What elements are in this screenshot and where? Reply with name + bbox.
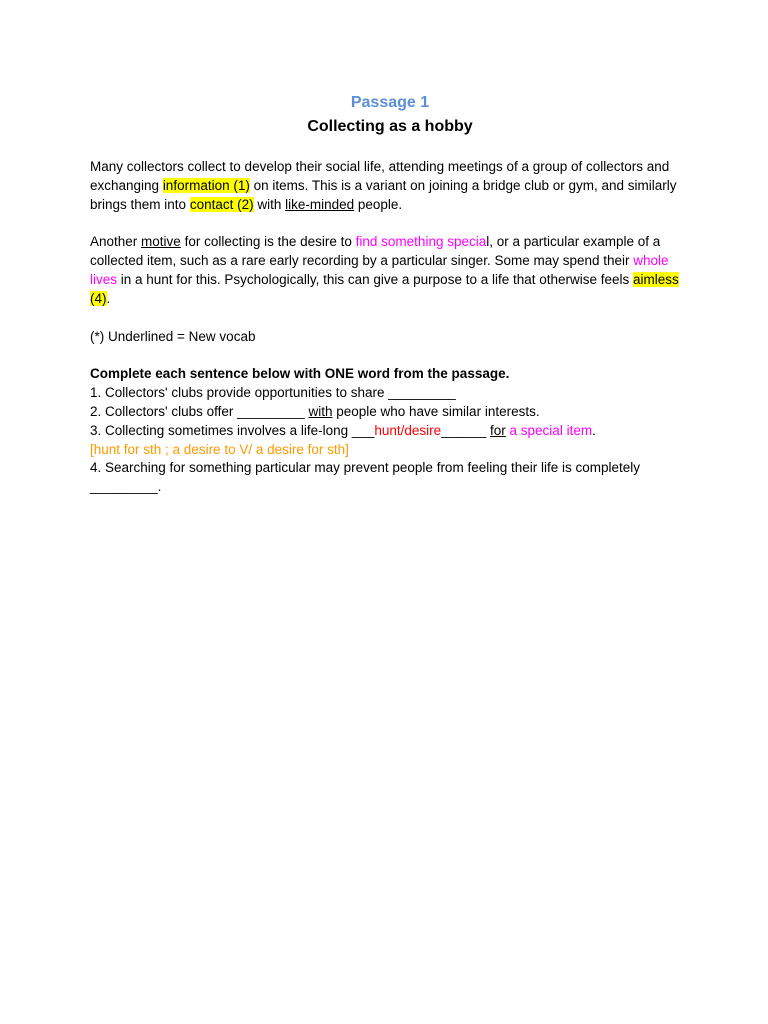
paragraph-2-text: in a hunt for this. Psychologically, this can give a purpose to a life that otherwise feels (117, 271, 634, 287)
passage-subtitle: Collecting as a hobby (307, 118, 473, 135)
question-3-answer: hunt/desire (374, 422, 442, 438)
question-3-text: . (592, 422, 596, 438)
paragraph-2-text: for collecting is the desire to (180, 234, 356, 250)
vocab-like-minded: like-minded (285, 196, 355, 212)
passage-title: Passage 1 (350, 94, 430, 111)
question-3-text: 3. Collecting sometimes involves a life-long ___ (90, 422, 375, 438)
question-3-for: for (490, 422, 506, 438)
highlight-information: information (1) (162, 177, 250, 193)
question-2-text: 2. Collectors' clubs offer _________ (90, 403, 309, 419)
vocab-motive: motive (141, 234, 181, 250)
pink-find-something-special: find something specia (355, 234, 487, 250)
paragraph-1-text: on items. This is a variant on joining a bridge club or gym, and similarly brings them into (90, 177, 677, 212)
questions-heading: Complete each sentence below with ONE word from the passage. (90, 366, 510, 382)
paragraph-2-text: Another (90, 234, 142, 250)
vocab-note: (*) Underlined = New vocab (90, 328, 256, 344)
paragraph-2-text: . (106, 290, 111, 306)
question-2-with: with (308, 403, 333, 419)
question-3-hint: [hunt for sth ; a desire to V/ a desire for sth] (90, 441, 349, 457)
question-3-special-item: a special item (509, 422, 593, 438)
pink-whole-lives: whole lives (90, 253, 669, 287)
question-3 (90, 422, 690, 441)
question-4: 4. Searching for something particular may prevent people from feeling their life is completely _________. (90, 460, 641, 495)
paragraph-1-text: people. (354, 196, 403, 212)
question-1: 1. Collectors' clubs provide opportunities to share _________ (90, 385, 456, 401)
question-3-text: ______ (441, 422, 490, 438)
paragraph-2-text: l, or a particular example of a collected item, such as a rare early recording by a particular singer. Some may spend their (90, 234, 661, 269)
paragraph-2 (90, 233, 690, 308)
document-page (90, 92, 690, 497)
paragraph-1-text: Many collectors collect to develop their social life, attending meetings of a group of collectors and exchanging (90, 159, 670, 193)
highlight-contact: contact (2) (189, 196, 254, 212)
highlight-aimless: aimless (4) (90, 271, 679, 306)
paragraph-1-text: with (253, 196, 286, 212)
paragraph-1 (90, 158, 690, 214)
question-2 (90, 403, 690, 422)
question-2-text: people who have similar interests. (332, 403, 540, 419)
